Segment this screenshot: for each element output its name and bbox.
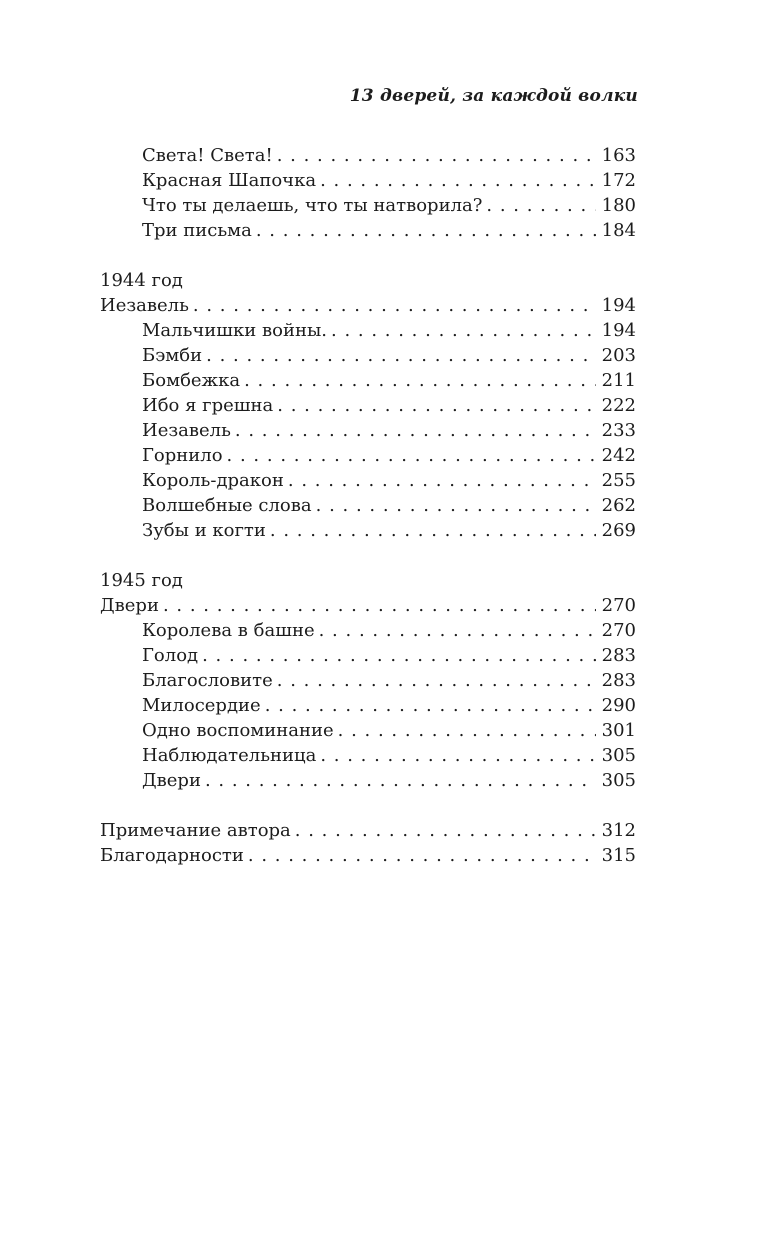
toc-entry-title: Волшебные слова [142, 495, 312, 516]
toc-entry-page: 305 [601, 745, 636, 766]
toc-entry[interactable] [100, 618, 636, 643]
toc-entry-page: 233 [601, 420, 636, 441]
toc-entry-page: 270 [601, 620, 636, 641]
dot-leader [163, 593, 596, 618]
toc-entry-page: 222 [601, 395, 636, 416]
dot-leader [248, 843, 596, 868]
year-heading: 1944 год [100, 270, 183, 291]
toc-entry-title: Света! Света! [142, 145, 273, 166]
toc-section-back-matter [100, 818, 636, 868]
toc-entry-title: Бэмби [142, 345, 203, 366]
toc-entry-title: Наблюдательница [142, 745, 317, 766]
dot-leader [277, 393, 595, 418]
toc-section-1945 [100, 568, 636, 793]
toc-entry[interactable] [100, 168, 636, 193]
dot-leader [205, 768, 596, 793]
toc-section-continued [100, 143, 636, 243]
toc-entry-title: Бомбежка [142, 370, 241, 391]
dot-leader [227, 443, 596, 468]
toc-entry[interactable] [100, 318, 636, 343]
dot-leader [193, 293, 596, 318]
toc-entry-page: 163 [601, 145, 636, 166]
toc-entry-page: 270 [601, 595, 636, 616]
toc-entry-title: Король-дракон [142, 470, 284, 491]
toc-entry-title: Ибо я грешна [142, 395, 274, 416]
toc-entry-title: Мальчишки войны. [142, 320, 328, 341]
toc-entry[interactable] [100, 518, 636, 543]
toc-entry-title: Горнило [142, 445, 223, 466]
toc-entry-title: Благословите [142, 670, 273, 691]
toc-entry[interactable] [100, 418, 636, 443]
toc-entry[interactable] [100, 693, 636, 718]
toc-entry-page: 172 [601, 170, 636, 191]
toc-entry-title: Три письма [142, 220, 252, 241]
toc-entry[interactable] [100, 193, 636, 218]
toc-entry[interactable] [100, 843, 636, 868]
toc-section-1944 [100, 268, 636, 543]
toc-entry[interactable] [100, 493, 636, 518]
toc-entry-title: Двери [142, 770, 201, 791]
toc-entry[interactable] [100, 368, 636, 393]
dot-leader [295, 818, 596, 843]
running-head: 13 дверей, за каждой волки [349, 86, 638, 106]
toc-entry-page: 211 [601, 370, 636, 391]
table-of-contents [100, 143, 636, 893]
toc-entry[interactable] [100, 668, 636, 693]
toc-entry[interactable] [100, 818, 636, 843]
toc-entry-title: Иезавель [142, 420, 231, 441]
dot-leader [288, 468, 596, 493]
toc-entry-title: Благодарности [100, 845, 244, 866]
toc-entry-title: Иезавель [100, 295, 189, 316]
dot-leader [256, 218, 596, 243]
toc-entry-page: 312 [601, 820, 636, 841]
dot-leader [202, 643, 596, 668]
toc-entry-title: Голод [142, 645, 199, 666]
toc-entry-page: 203 [601, 345, 636, 366]
toc-entry-page: 315 [601, 845, 636, 866]
toc-entry[interactable] [100, 643, 636, 668]
dot-leader [316, 493, 596, 518]
toc-entry[interactable] [100, 718, 636, 743]
toc-entry-page: 283 [601, 645, 636, 666]
toc-entry-title: Милосердие [142, 695, 261, 716]
toc-entry-page: 194 [601, 295, 636, 316]
toc-entry-page: 269 [601, 520, 636, 541]
toc-entry[interactable] [100, 343, 636, 368]
dot-leader [320, 743, 595, 768]
toc-entry[interactable] [100, 293, 636, 318]
toc-entry-page: 242 [601, 445, 636, 466]
year-heading: 1945 год [100, 570, 183, 591]
dot-leader [235, 418, 596, 443]
dot-leader [338, 718, 596, 743]
toc-entry-title: Что ты делаешь, что ты натворила? [142, 195, 483, 216]
toc-entry-page: 290 [601, 695, 636, 716]
toc-entry-page: 301 [601, 720, 636, 741]
toc-entry[interactable] [100, 443, 636, 468]
toc-entry-page: 180 [601, 195, 636, 216]
toc-entry[interactable] [100, 143, 636, 168]
dot-leader [270, 518, 596, 543]
toc-entry[interactable] [100, 768, 636, 793]
toc-entry-title: Королева в башне [142, 620, 315, 641]
dot-leader [320, 168, 596, 193]
toc-entry-title: Красная Шапочка [142, 170, 317, 191]
dot-leader [244, 368, 596, 393]
toc-entry[interactable] [100, 743, 636, 768]
toc-entry-page: 255 [601, 470, 636, 491]
toc-entry-title: Одно воспоминание [142, 720, 334, 741]
dot-leader [277, 143, 596, 168]
dot-leader [277, 668, 596, 693]
dot-leader [265, 693, 596, 718]
toc-entry[interactable] [100, 218, 636, 243]
toc-entry-title: Примечание автора [100, 820, 291, 841]
dot-leader [486, 193, 595, 218]
toc-entry-page: 305 [601, 770, 636, 791]
toc-entry-page: 283 [601, 670, 636, 691]
toc-entry-title: Зубы и когти [142, 520, 266, 541]
toc-entry-page: 194 [601, 320, 636, 341]
dot-leader [319, 618, 596, 643]
toc-entry-page: 262 [601, 495, 636, 516]
toc-entry-title: Двери [100, 595, 159, 616]
toc-entry[interactable] [100, 593, 636, 618]
toc-entry[interactable] [100, 393, 636, 418]
toc-entry-page: 184 [601, 220, 636, 241]
dot-leader [331, 318, 596, 343]
dot-leader [206, 343, 595, 368]
toc-entry[interactable] [100, 468, 636, 493]
